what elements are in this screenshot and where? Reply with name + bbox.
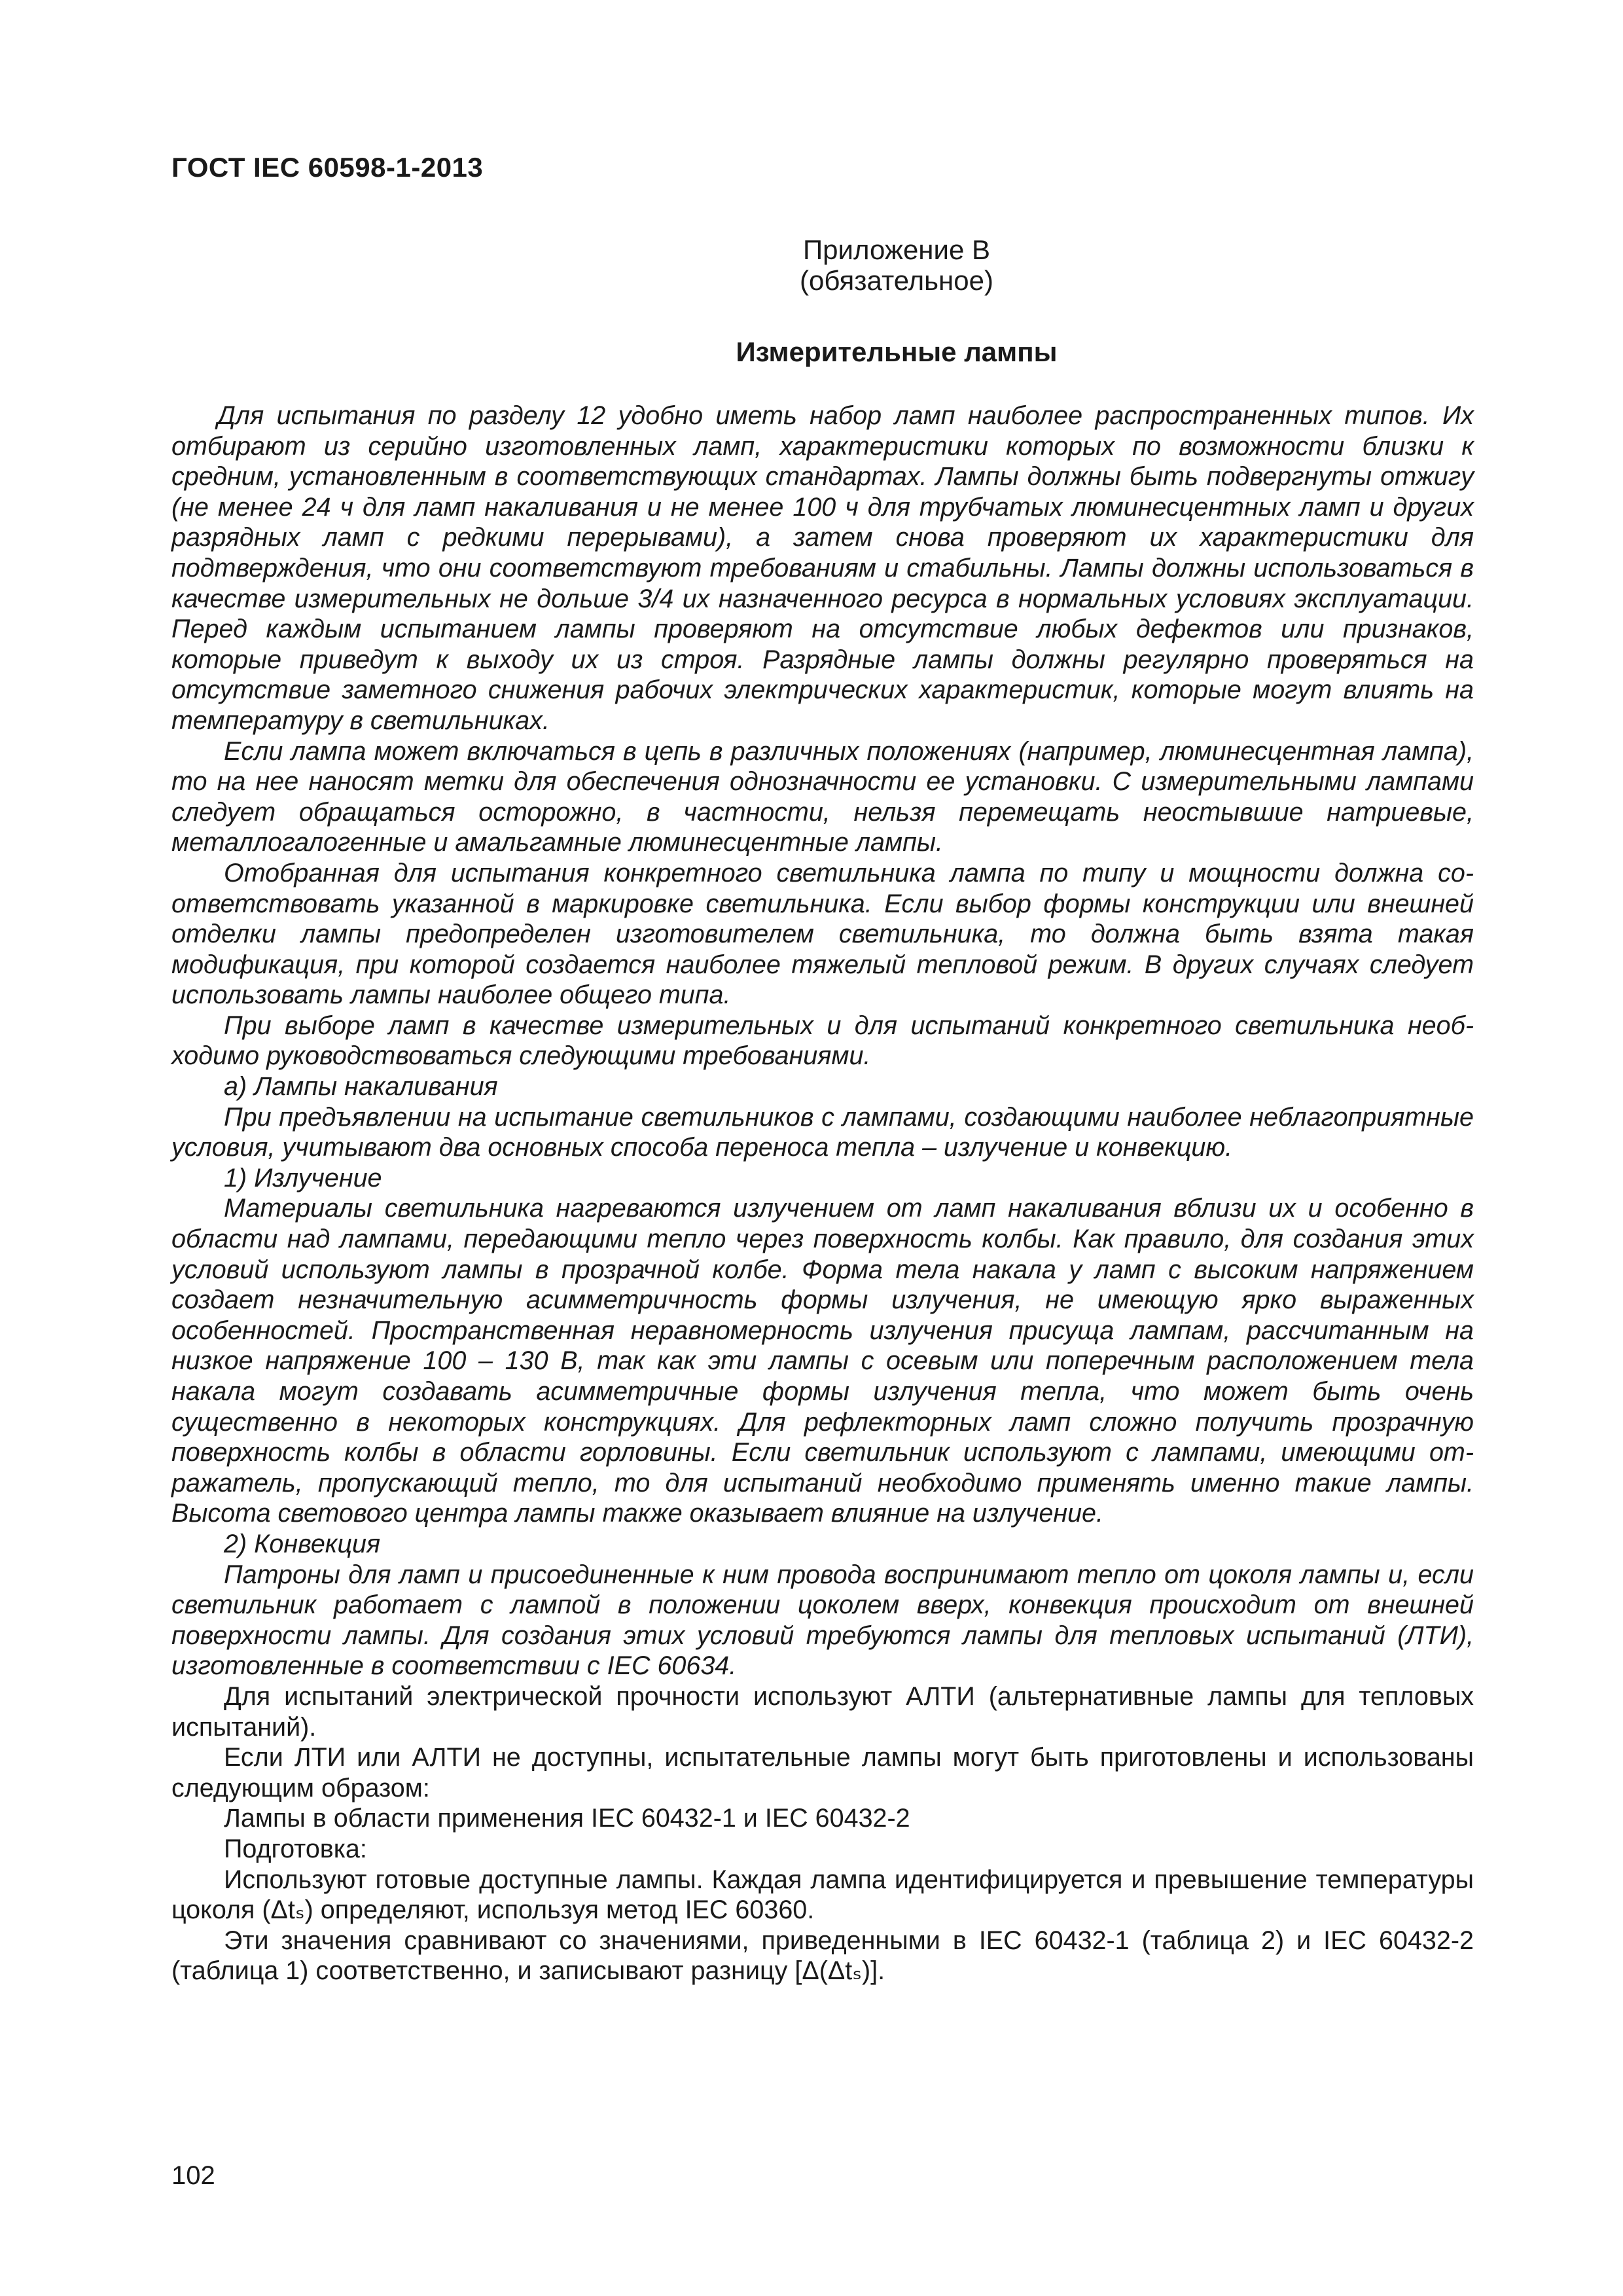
paragraph: Эти значения сравнивают со значениями, приведенными в IEC 60432-1 (таблица 2) и IEC 60432-2 (таблица 1) соответственно, и записывают разницу [Δ(Δtₛ)]. bbox=[171, 1926, 1474, 1986]
subheading-convection: 2) Конвекция bbox=[224, 1529, 381, 1558]
paragraph: При выборе ламп в качестве измерительных и для испытаний конкретного светильника необходимо руководствоваться следующими требованиями. bbox=[171, 1011, 1474, 1071]
annex-title: Приложение В bbox=[802, 234, 991, 265]
paragraph: При предъявлении на испытание светильников с лампами, создающими наиболее неблагоприятные условия, учитывают два основных способа переноса тепла – излучение и конвекцию. bbox=[171, 1102, 1474, 1162]
paragraph: Патроны для ламп и присоединенные к ним провода воспринимают тепло от цоколя лампы и, если светильник работает с лампой в положении цоколем вверх, конвекция происходит от внешней поверхности лампы. Для создания этих условий требуются лампы для тепловых испытаний (ЛТИ), изготовленные в соответствии с IEC 60634. bbox=[171, 1560, 1474, 1681]
paragraph: Если ЛТИ или АЛТИ не доступны, испытательные лампы могут быть приготовлены и использованы следующим образом: bbox=[171, 1743, 1474, 1803]
paragraph: Материалы светильника нагреваются излучением от ламп накаливания вблизи их и особенно в области над лампами, передающими тепло через поверхность колбы. Как правило, для создания этих условий используют лампы в прозрачной колбе. Форма тела накала у ламп с высоким напряжением создает незначительную асимметричность формы излучения, не имеющую ярко выраженных особенностей. Пространственная неравномерность излучения присуща лампам, рассчитанным на низкое напряжение 100 – 130 В, так как эти лампы с осевым или поперечным расположением тела накала могут создавать асимметричные формы излучения тепла, что может быть очень существенно в некоторых конструкциях. Для рефлекторных ламп сложно получить прозрачную поверхность колбы в области горловины. Если светильник используют с лампами, имеющими отражатель, пропускающий тепло, то для испытаний необходимо применять именно такие лампы. Высота светового центра лампы также оказывает влияние на излучение. bbox=[171, 1194, 1474, 1528]
subheading-radiation: 1) Излучение bbox=[224, 1163, 382, 1193]
paragraph: Используют готовые доступные лампы. Каждая лампа идентифицируется и превышение температуры цоколя (Δtₛ) определяют, используя метод IEC 60360. bbox=[171, 1865, 1474, 1925]
annex-heading: Измерительные лампы bbox=[736, 336, 1058, 367]
paragraph: Для испытания по разделу 12 удобно иметь набор ламп наиболее распространенных типов. Их отбирают из серийно изготовленных ламп, характеристики которых по возможности близки к средним, установленным в соответствующих стандартах. Лампы должны быть подвергнуты отжигу (не менее 24 ч для ламп накаливания и не менее 100 ч для трубчатых люминесцентных ламп и других разрядных ламп с редкими перерывами), а затем снова проверяют их характеристики для подтверждения, что они соответствуют требованиям и стабильны. Лампы должны использоваться в качестве измерительных не дольше 3/4 их назначенного ресурса в нормальных условиях эксплуатации. Перед каждым испытанием лампы проверяют на отсутствие любых дефектов или признаков, которые приведут к выходу их из строя. Разрядные лампы должны регулярно проверяться на отсутствие заметного снижения рабочих электрических характеристик, которые могут влиять на температуру в светильниках. bbox=[171, 401, 1474, 735]
subheading-incandescent: а) Лампы накаливания bbox=[224, 1072, 498, 1102]
body-text bbox=[171, 401, 1474, 1986]
paragraph: Отобранная для испытания конкретного светильника лампа по типу и мощности должна соответствовать указанной в маркировке светильника. Если выбор формы конструкции или внешней отделки лампы предопределен изготовителем светильника, то должна быть взята такая модификация, при которой создается наиболее тяжелый тепловой режим. В других случаях следует использовать лампы наиболее общего типа. bbox=[171, 858, 1474, 1010]
paragraph: Подготовка: bbox=[224, 1834, 367, 1863]
annex-status: (обязательное) bbox=[800, 265, 993, 296]
paragraph: Лампы в области применения IEC 60432-1 и IEC 60432-2 bbox=[224, 1804, 910, 1833]
paragraph: Для испытаний электрической прочности используют АЛТИ (альтернативные лампы для тепловых испытаний). bbox=[171, 1681, 1474, 1742]
page-number: 102 bbox=[171, 2161, 215, 2190]
document-code-header: ГОСТ IEC 60598-1-2013 bbox=[171, 152, 484, 183]
paragraph: Если лампа может включаться в цепь в различных положениях (например, люминесцентная лампа), то на нее наносят метки для обеспечения однозначности ее установки. С измерительными лампами следует обращаться осторожно, в частности, нельзя перемещать неостывшие натриевые, металлогалогенные и амальгамные люминесцентные лампы. bbox=[171, 736, 1474, 857]
